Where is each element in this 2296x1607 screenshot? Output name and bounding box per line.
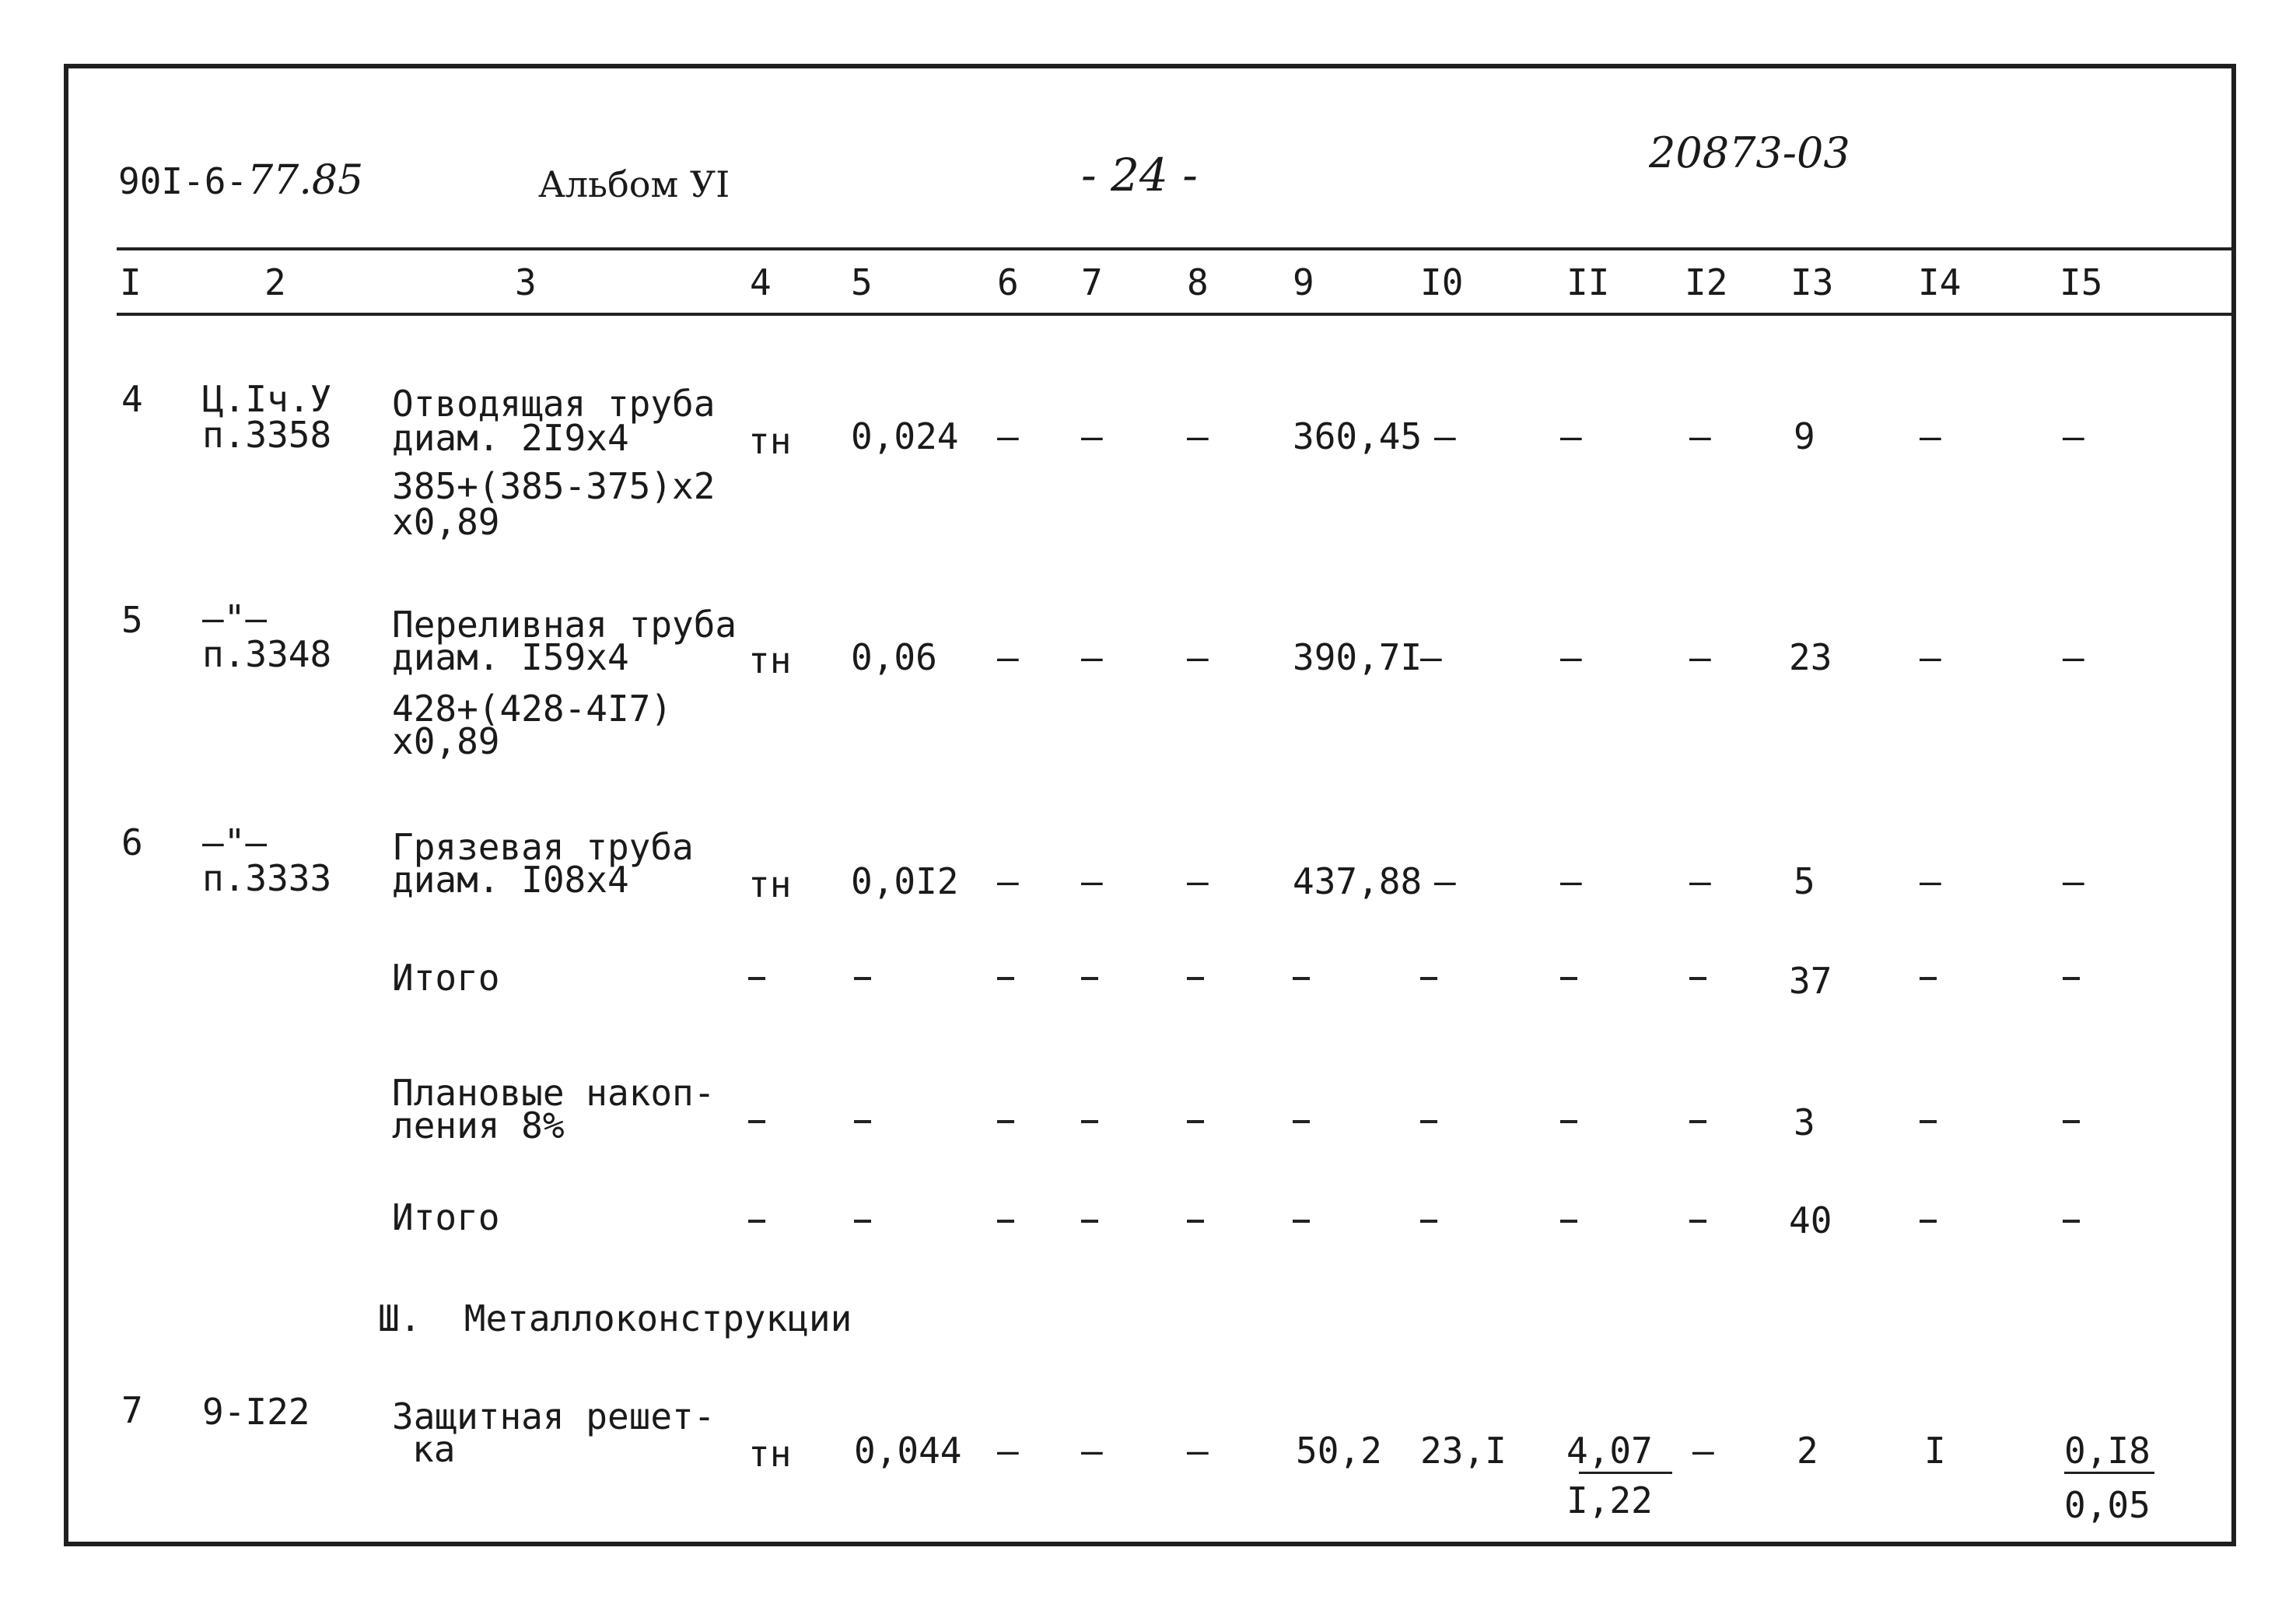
col-header-4: 4	[750, 261, 772, 303]
row-c7: –	[1081, 860, 1103, 902]
row-c15-numerator: 0,I8	[2064, 1430, 2151, 1472]
row-desc-line1: Грязевая труба	[392, 826, 694, 868]
plan-c13: 3	[1794, 1101, 1815, 1143]
header-top-rule	[117, 247, 2232, 250]
row-unit: тн	[748, 639, 792, 681]
row-c13: 23	[1789, 636, 1832, 678]
row-c6: –	[997, 1430, 1019, 1472]
row-c14: –	[1920, 415, 1941, 457]
doc-code-handwritten: 77.85	[247, 157, 364, 204]
row-c8: –	[1187, 415, 1209, 457]
section-heading: Ш. Металлоконструкции	[378, 1297, 852, 1339]
row-ref-line1: –"–	[202, 597, 268, 639]
row-c8: –	[1187, 636, 1209, 678]
row-desc-line2: диам. 2I9x4	[392, 417, 629, 459]
row-c10: –	[1420, 636, 1442, 678]
col-header-3: 3	[515, 261, 537, 303]
row-desc-line3: 385+(385-375)x2	[392, 465, 716, 507]
row-qty: 0,024	[851, 415, 959, 457]
row-ref-line2: п.3358	[202, 414, 332, 456]
stamp-number: 20873-03	[1649, 128, 1850, 177]
row-c9: 437,88	[1293, 860, 1423, 902]
row-c7: –	[1081, 1430, 1103, 1472]
row-number: 5	[121, 599, 143, 641]
row-c11: –	[1560, 636, 1582, 678]
plan-label-line2: ления 8%	[392, 1105, 565, 1147]
col-header-9: 9	[1293, 261, 1314, 303]
row-c14: I	[1924, 1430, 1946, 1472]
total-dashes	[748, 1220, 2109, 1226]
row-c15: –	[2063, 415, 2084, 457]
row-c10: 23,I	[1420, 1430, 1507, 1472]
row-c8: –	[1187, 1430, 1209, 1472]
row-qty: 0,06	[851, 636, 937, 678]
row-c12: –	[1689, 636, 1711, 678]
col-header-14: I4	[1918, 261, 1962, 303]
row-c13: 5	[1794, 860, 1815, 902]
row-desc-line1: Переливная труба	[392, 604, 737, 646]
row-ref-line1: 9-I22	[202, 1391, 310, 1433]
subtotal-dashes	[748, 977, 2109, 983]
row-c9: 50,2	[1296, 1430, 1382, 1472]
row-ref-line2: п.3348	[202, 633, 332, 675]
col-header-2: 2	[264, 261, 286, 303]
subtotal-label: Итого	[392, 957, 500, 999]
row-c6: –	[997, 415, 1019, 457]
col-header-7: 7	[1081, 261, 1103, 303]
row-desc-line2: диам. I08x4	[392, 859, 629, 901]
row-c6: –	[997, 860, 1019, 902]
row-c6: –	[997, 636, 1019, 678]
row-desc-line2: ка	[412, 1428, 456, 1470]
col-header-15: I5	[2060, 261, 2103, 303]
row-ref-line1: Ц.Iч.У	[202, 378, 332, 420]
row-qty: 0,0I2	[851, 860, 959, 902]
row-desc-line4: x0,89	[392, 720, 500, 762]
row-number: 4	[121, 378, 143, 420]
row-c11: –	[1560, 415, 1582, 457]
row-c11-numerator: 4,07	[1566, 1430, 1653, 1472]
row-c14: –	[1920, 636, 1941, 678]
total-label: Итого	[392, 1196, 500, 1238]
row-c10: –	[1434, 415, 1456, 457]
plan-dashes	[748, 1120, 2109, 1126]
row-c13: 9	[1794, 415, 1815, 457]
c15-fraction-line	[2064, 1472, 2154, 1474]
row-c11: –	[1560, 860, 1582, 902]
row-ref-line1: –"–	[202, 821, 268, 863]
row-number: 7	[121, 1389, 143, 1431]
row-c15: –	[2063, 636, 2084, 678]
row-c9: 390,7I	[1293, 636, 1423, 678]
row-unit: тн	[748, 863, 792, 905]
c11-fraction-line	[1579, 1472, 1672, 1474]
col-header-10: I0	[1420, 261, 1464, 303]
plan-label-line1: Плановые накоп-	[392, 1072, 716, 1114]
row-c7: –	[1081, 636, 1103, 678]
row-unit: тн	[748, 1433, 792, 1475]
header-bottom-rule	[117, 313, 2232, 316]
row-c9: 360,45	[1293, 415, 1423, 457]
row-desc-line3: 428+(428-4I7)	[392, 688, 673, 730]
row-c14: –	[1920, 860, 1941, 902]
row-desc-line1: Защитная решет-	[392, 1395, 716, 1437]
row-desc-line1: Отводящая труба	[392, 383, 716, 425]
row-c15-denominator: 0,05	[2064, 1484, 2151, 1526]
row-c15: –	[2063, 860, 2084, 902]
row-c12: –	[1689, 860, 1711, 902]
row-c10: –	[1434, 860, 1456, 902]
row-c12: –	[1689, 415, 1711, 457]
col-header-1: I	[120, 261, 142, 303]
row-c7: –	[1081, 415, 1103, 457]
subtotal-c13: 37	[1789, 960, 1832, 1002]
row-ref-line2: п.3333	[202, 857, 332, 899]
row-c11-denominator: I,22	[1566, 1479, 1653, 1521]
row-desc-line4: x0,89	[392, 501, 500, 543]
row-c12: –	[1692, 1430, 1714, 1472]
doc-code-printed: 90I-6-	[118, 160, 248, 202]
col-header-8: 8	[1187, 261, 1209, 303]
col-header-6: 6	[997, 261, 1019, 303]
col-header-5: 5	[851, 261, 873, 303]
row-qty: 0,044	[854, 1430, 962, 1472]
row-c13: 2	[1797, 1430, 1818, 1472]
row-number: 6	[121, 821, 143, 863]
page-number: - 24 -	[1081, 149, 1198, 201]
col-header-12: I2	[1685, 261, 1728, 303]
album-label: Альбом УI	[538, 163, 730, 205]
col-header-11: II	[1566, 261, 1610, 303]
col-header-13: I3	[1790, 261, 1834, 303]
row-unit: тн	[748, 420, 792, 462]
row-c8: –	[1187, 860, 1209, 902]
total-c13: 40	[1789, 1199, 1832, 1241]
doc-code	[118, 157, 364, 204]
row-desc-line2: диам. I59x4	[392, 636, 629, 678]
